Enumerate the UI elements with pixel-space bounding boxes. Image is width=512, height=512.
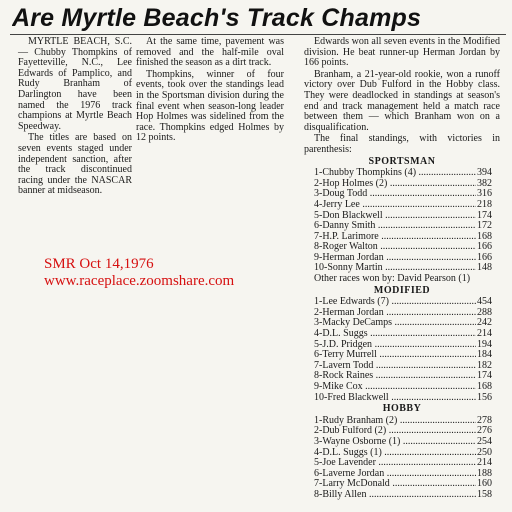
driver-name: 3-Doug Todd ..... (314, 189, 476, 200)
driver-name: 9-Herman Jordan ..... (314, 253, 476, 264)
standings-row (314, 200, 492, 211)
standings-row (314, 340, 492, 351)
driver-points: 166 (477, 241, 492, 253)
driver-points: 454 (477, 296, 492, 308)
driver-name: 4-D.L. Suggs ..... (314, 329, 476, 340)
driver-points: 214 (477, 457, 492, 469)
driver-points: 382 (477, 177, 492, 189)
driver-name: 2-Hop Holmes (2) ..... (314, 179, 476, 190)
driver-points: 168 (477, 230, 492, 242)
driver-points: 242 (477, 317, 492, 329)
standings-row (314, 361, 492, 372)
article-column-1 (18, 37, 132, 198)
standings-row (314, 371, 492, 382)
standings-row (314, 242, 492, 253)
source-date: SMR Oct 14,1976 (44, 256, 154, 272)
driver-name: 10-Fred Blackwell ..... (314, 393, 476, 404)
standings-row (314, 189, 492, 200)
driver-name: 4-D.L. Suggs (1) ..... (314, 448, 476, 459)
standings-row (314, 232, 492, 243)
other-winners-note: Other races won by: David Pearson (1) (314, 273, 471, 285)
driver-name: 5-Joe Lavender ..... (314, 458, 476, 469)
driver-name: 6-Terry Murrell ..... (314, 350, 476, 361)
driver-name: 10-Sonny Martin ..... (314, 263, 476, 274)
driver-name: 9-Mike Cox ..... (314, 382, 476, 393)
standings-row (314, 448, 492, 459)
driver-name: 4-Jerry Lee ..... (314, 200, 476, 211)
driver-points: 158 (477, 488, 492, 500)
driver-points: 182 (477, 359, 492, 371)
hobby-heading: HOBBY (382, 403, 422, 415)
sportsman-heading: SPORTSMAN (368, 155, 436, 167)
article-column-3 (304, 37, 500, 501)
driver-name: 2-Dub Fulford (2) ..... (314, 426, 476, 437)
driver-points: 166 (477, 251, 492, 263)
driver-points: 218 (477, 198, 492, 210)
driver-name: 1-Rudy Branham (2) ..... (314, 416, 476, 427)
modified-standings (314, 297, 492, 403)
driver-name: 7-H.P. Larimore ..... (314, 232, 476, 243)
sportsman-standings (314, 168, 492, 274)
standings-row (314, 416, 492, 427)
standings-row (314, 426, 492, 437)
driver-points: 394 (477, 167, 492, 179)
paragraph: The titles are based on seven events staged under independent sanction, after the track discontinued racing under the NASCAR banner at midseason. (18, 132, 132, 197)
standings-row (314, 393, 492, 404)
headline-rule (10, 34, 506, 35)
modified-heading: MODIFIED (373, 284, 431, 296)
standings-row (314, 382, 492, 393)
driver-points: 254 (477, 435, 492, 447)
standings-row (314, 490, 492, 501)
driver-points: 250 (477, 446, 492, 458)
driver-name: 8-Billy Allen ..... (314, 490, 476, 501)
driver-name: 3-Wayne Osborne (1) ..... (314, 437, 476, 448)
driver-points: 316 (477, 188, 492, 200)
driver-points: 160 (477, 478, 492, 490)
standings-row (314, 221, 492, 232)
paragraph: MYRTLE BEACH, S.C. — Chubby Thompkins of Fayetteville, N.C., Lee Edwards of Pamplico, and Rudy Branham of Darlington have been named the 1976 track champions at Myrtle Beach Speedway. (18, 36, 132, 132)
driver-name: 1-Chubby Thompkins (4) ..... (314, 168, 476, 179)
driver-points: 174 (477, 209, 492, 221)
driver-points: 214 (477, 328, 492, 340)
article-column-2 (136, 37, 284, 145)
driver-points: 174 (477, 370, 492, 382)
hobby-standings (314, 416, 492, 501)
driver-points: 168 (477, 381, 492, 392)
driver-name: 6-Danny Smith ..... (314, 221, 476, 232)
standings-row (314, 318, 492, 329)
paragraph: At the same time, pavement was removed and the half-mile oval finished the season as a dirt track. (136, 36, 284, 69)
standings-row (314, 458, 492, 469)
driver-points: 148 (477, 262, 492, 274)
driver-points: 156 (477, 391, 492, 403)
standings-row (314, 437, 492, 448)
source-stamp (44, 256, 274, 290)
standings-row (314, 297, 492, 308)
driver-name: 2-Herman Jordan ..... (314, 308, 476, 319)
driver-name: 6-Laverne Jordan ..... (314, 469, 476, 480)
driver-points: 172 (477, 220, 492, 232)
standings-row (314, 479, 492, 490)
source-url: www.raceplace.zoomshare.com (44, 273, 235, 289)
paragraph: Branham, a 21-year-old rookie, won a runoff victory over Dub Fulford in the Hobby class. They were deadlocked in standings at season's end and track management held a match race between them — which Branham won on a disqualification. (304, 68, 500, 133)
driver-points: 184 (477, 349, 492, 361)
driver-name: 7-Larry McDonald ..... (314, 479, 476, 490)
standings-row (314, 329, 492, 340)
standings-row (314, 469, 492, 480)
driver-name: 5-Don Blackwell ..... (314, 211, 476, 222)
driver-points: 276 (477, 425, 492, 437)
paragraph: Thompkins, winner of four events, took over the standings lead in the Sportsman division during the final event when season-long leader Hop Holmes was sidelined from the race. Thompkins edged Holmes by 12 points. (136, 68, 284, 144)
standings-row (314, 179, 492, 190)
standings-row (314, 211, 492, 222)
headline: Are Myrtle Beach's Track Champs (12, 4, 422, 32)
driver-name: 8-Roger Walton ..... (314, 242, 476, 253)
driver-name: 5-J.D. Pridgen ..... (314, 340, 476, 351)
paragraph: Edwards won all seven events in the Modified division. He beat runner-up Herman Jordan by 166 points. (304, 36, 500, 69)
driver-points: 188 (477, 467, 492, 479)
standings-row (314, 308, 492, 319)
driver-points: 288 (477, 306, 492, 318)
standings-row (314, 253, 492, 264)
standings-row (314, 350, 492, 361)
standings-row (314, 168, 492, 179)
driver-name: 1-Lee Edwards (7) ..... (314, 297, 476, 308)
driver-name: 7-Lavern Todd ..... (314, 361, 476, 372)
driver-points: 194 (477, 338, 492, 350)
driver-points: 278 (477, 414, 492, 426)
driver-name: 3-Macky DeCamps ..... (314, 318, 476, 329)
driver-name: 8-Rock Raines ..... (314, 371, 476, 382)
paragraph: The final standings, with victories in parenthesis: (304, 133, 500, 155)
